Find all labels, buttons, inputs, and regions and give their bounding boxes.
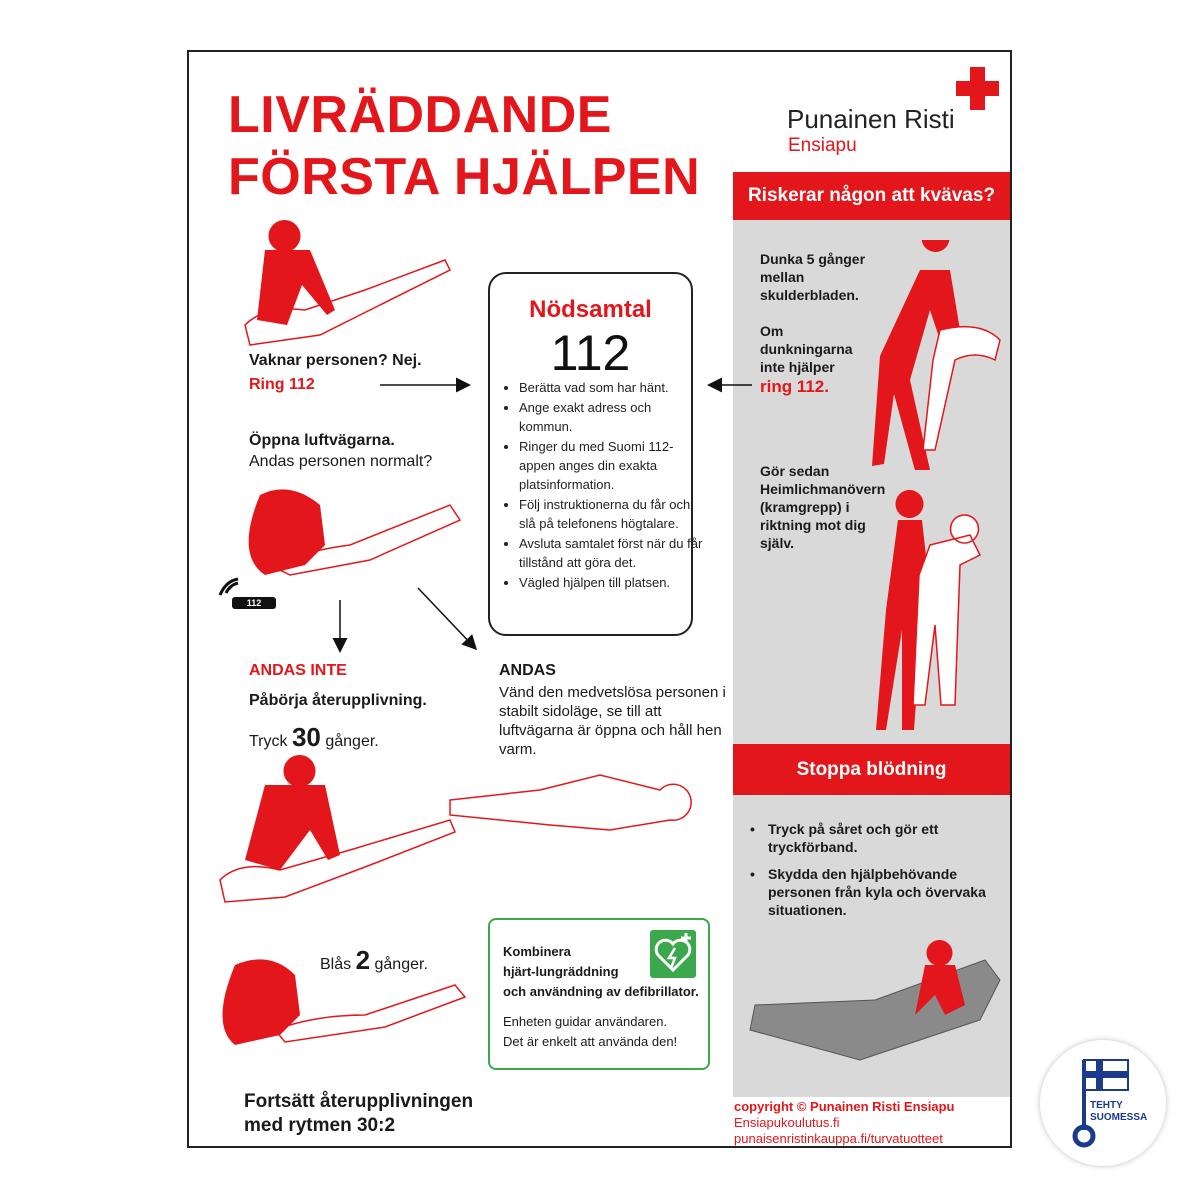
emergency-title: Nödsamtal xyxy=(529,296,652,323)
choking-step-1: Dunka 5 gånger mellan skulderbladen. xyxy=(760,251,866,303)
step1-call: Ring 112 xyxy=(249,376,315,393)
list-item: • Ange exakt adress och kommun. xyxy=(519,398,705,436)
choking-step-2: Om dunkningarna inte hjälper ring 112. xyxy=(760,323,853,396)
footer-link-1: Ensiapukoulutus.fi xyxy=(734,1115,840,1130)
list-item: • Berätta vad som har hänt. xyxy=(519,378,705,397)
choking-header: Riskerar någon att kvävas? xyxy=(733,172,1010,220)
step1-question: Vaknar personen? Nej. xyxy=(249,352,422,369)
title-line-1: LIVRÄDDANDE xyxy=(228,86,612,144)
back-blows-illustration xyxy=(840,240,1010,470)
list-item: • Följ instruktionerna du får och slå på telefonens högtalare. xyxy=(519,495,705,533)
copyright-text: copyright © Punainen Risti Ensiapu xyxy=(734,1099,955,1114)
blow-2-text: Blås 2 gånger. xyxy=(320,945,428,975)
choking-call-112: ring 112. xyxy=(760,377,829,396)
title-line-2: FÖRSTA HJÄLPEN xyxy=(228,148,701,206)
footer-link-2: punaisenristinkauppa.fi/turvatuotteet xyxy=(734,1131,943,1146)
recovery-position-illustration xyxy=(445,760,700,855)
push-30-text: Tryck 30 gånger. xyxy=(249,722,379,752)
footer xyxy=(734,1099,955,1147)
seal-text: TEHTY SUOMESSA xyxy=(1090,1100,1148,1123)
aed-bold-text: Kombinera hjärt-lungräddning och användning av defibrillator. xyxy=(503,944,699,999)
compressions-illustration xyxy=(215,750,465,915)
brand-sub: Ensiapu xyxy=(788,135,857,156)
page-title xyxy=(228,84,700,208)
choking-step-3: Gör sedan Heimlichmanövern (kramgrepp) i riktning mot dig själv. xyxy=(760,463,886,551)
list-item: • Ringer du med Suomi 112-appen anges din exakta platsinformation. xyxy=(519,437,705,494)
bleeding-list: • Tryck på såret och gör ett tryckförband. • Skydda den hjälpbehövande personen från kyla och övervaka situationen. xyxy=(750,821,986,918)
no-breath-heading: ANDAS INTE xyxy=(249,662,347,679)
made-in-finland-seal xyxy=(1040,1040,1166,1166)
aed-heart-icon xyxy=(650,930,696,978)
start-cpr-text: Påbörja återupplivning. xyxy=(249,692,427,709)
bleeding-header: Stoppa blödning xyxy=(733,744,1010,795)
breath-heading: ANDAS xyxy=(499,662,556,679)
bleeding-illustration xyxy=(745,935,1005,1085)
brand-name: Punainen Risti xyxy=(787,104,955,134)
breath-text: Vänd den medvetslösa personen i stabilt sidoläge, se till att luftvägarna är öppna och håll hen varm. xyxy=(499,684,726,758)
aed-text: Enheten guidar användaren. Det är enkelt att använda den! xyxy=(503,1014,678,1049)
emergency-number: 112 xyxy=(550,325,631,381)
heimlich-illustration xyxy=(870,485,1000,735)
check-response-illustration xyxy=(240,215,455,350)
list-item: • Avsluta samtalet först när du får tillstånd att göra det. xyxy=(519,534,705,572)
emergency-call-box xyxy=(488,272,703,636)
phone-speaker-icon xyxy=(212,575,282,615)
red-cross-logo xyxy=(956,67,999,110)
phone-112-badge: 112 xyxy=(246,598,262,608)
aed-box xyxy=(488,918,710,1070)
list-item: • Vägled hjälpen till platsen. xyxy=(519,573,705,592)
step2-text: Öppna luftvägarna. Andas personen normalt? xyxy=(249,432,433,470)
emergency-list xyxy=(502,378,705,593)
continue-cpr-text: Fortsätt återupplivningen med rytmen 30:2 xyxy=(244,1091,474,1136)
